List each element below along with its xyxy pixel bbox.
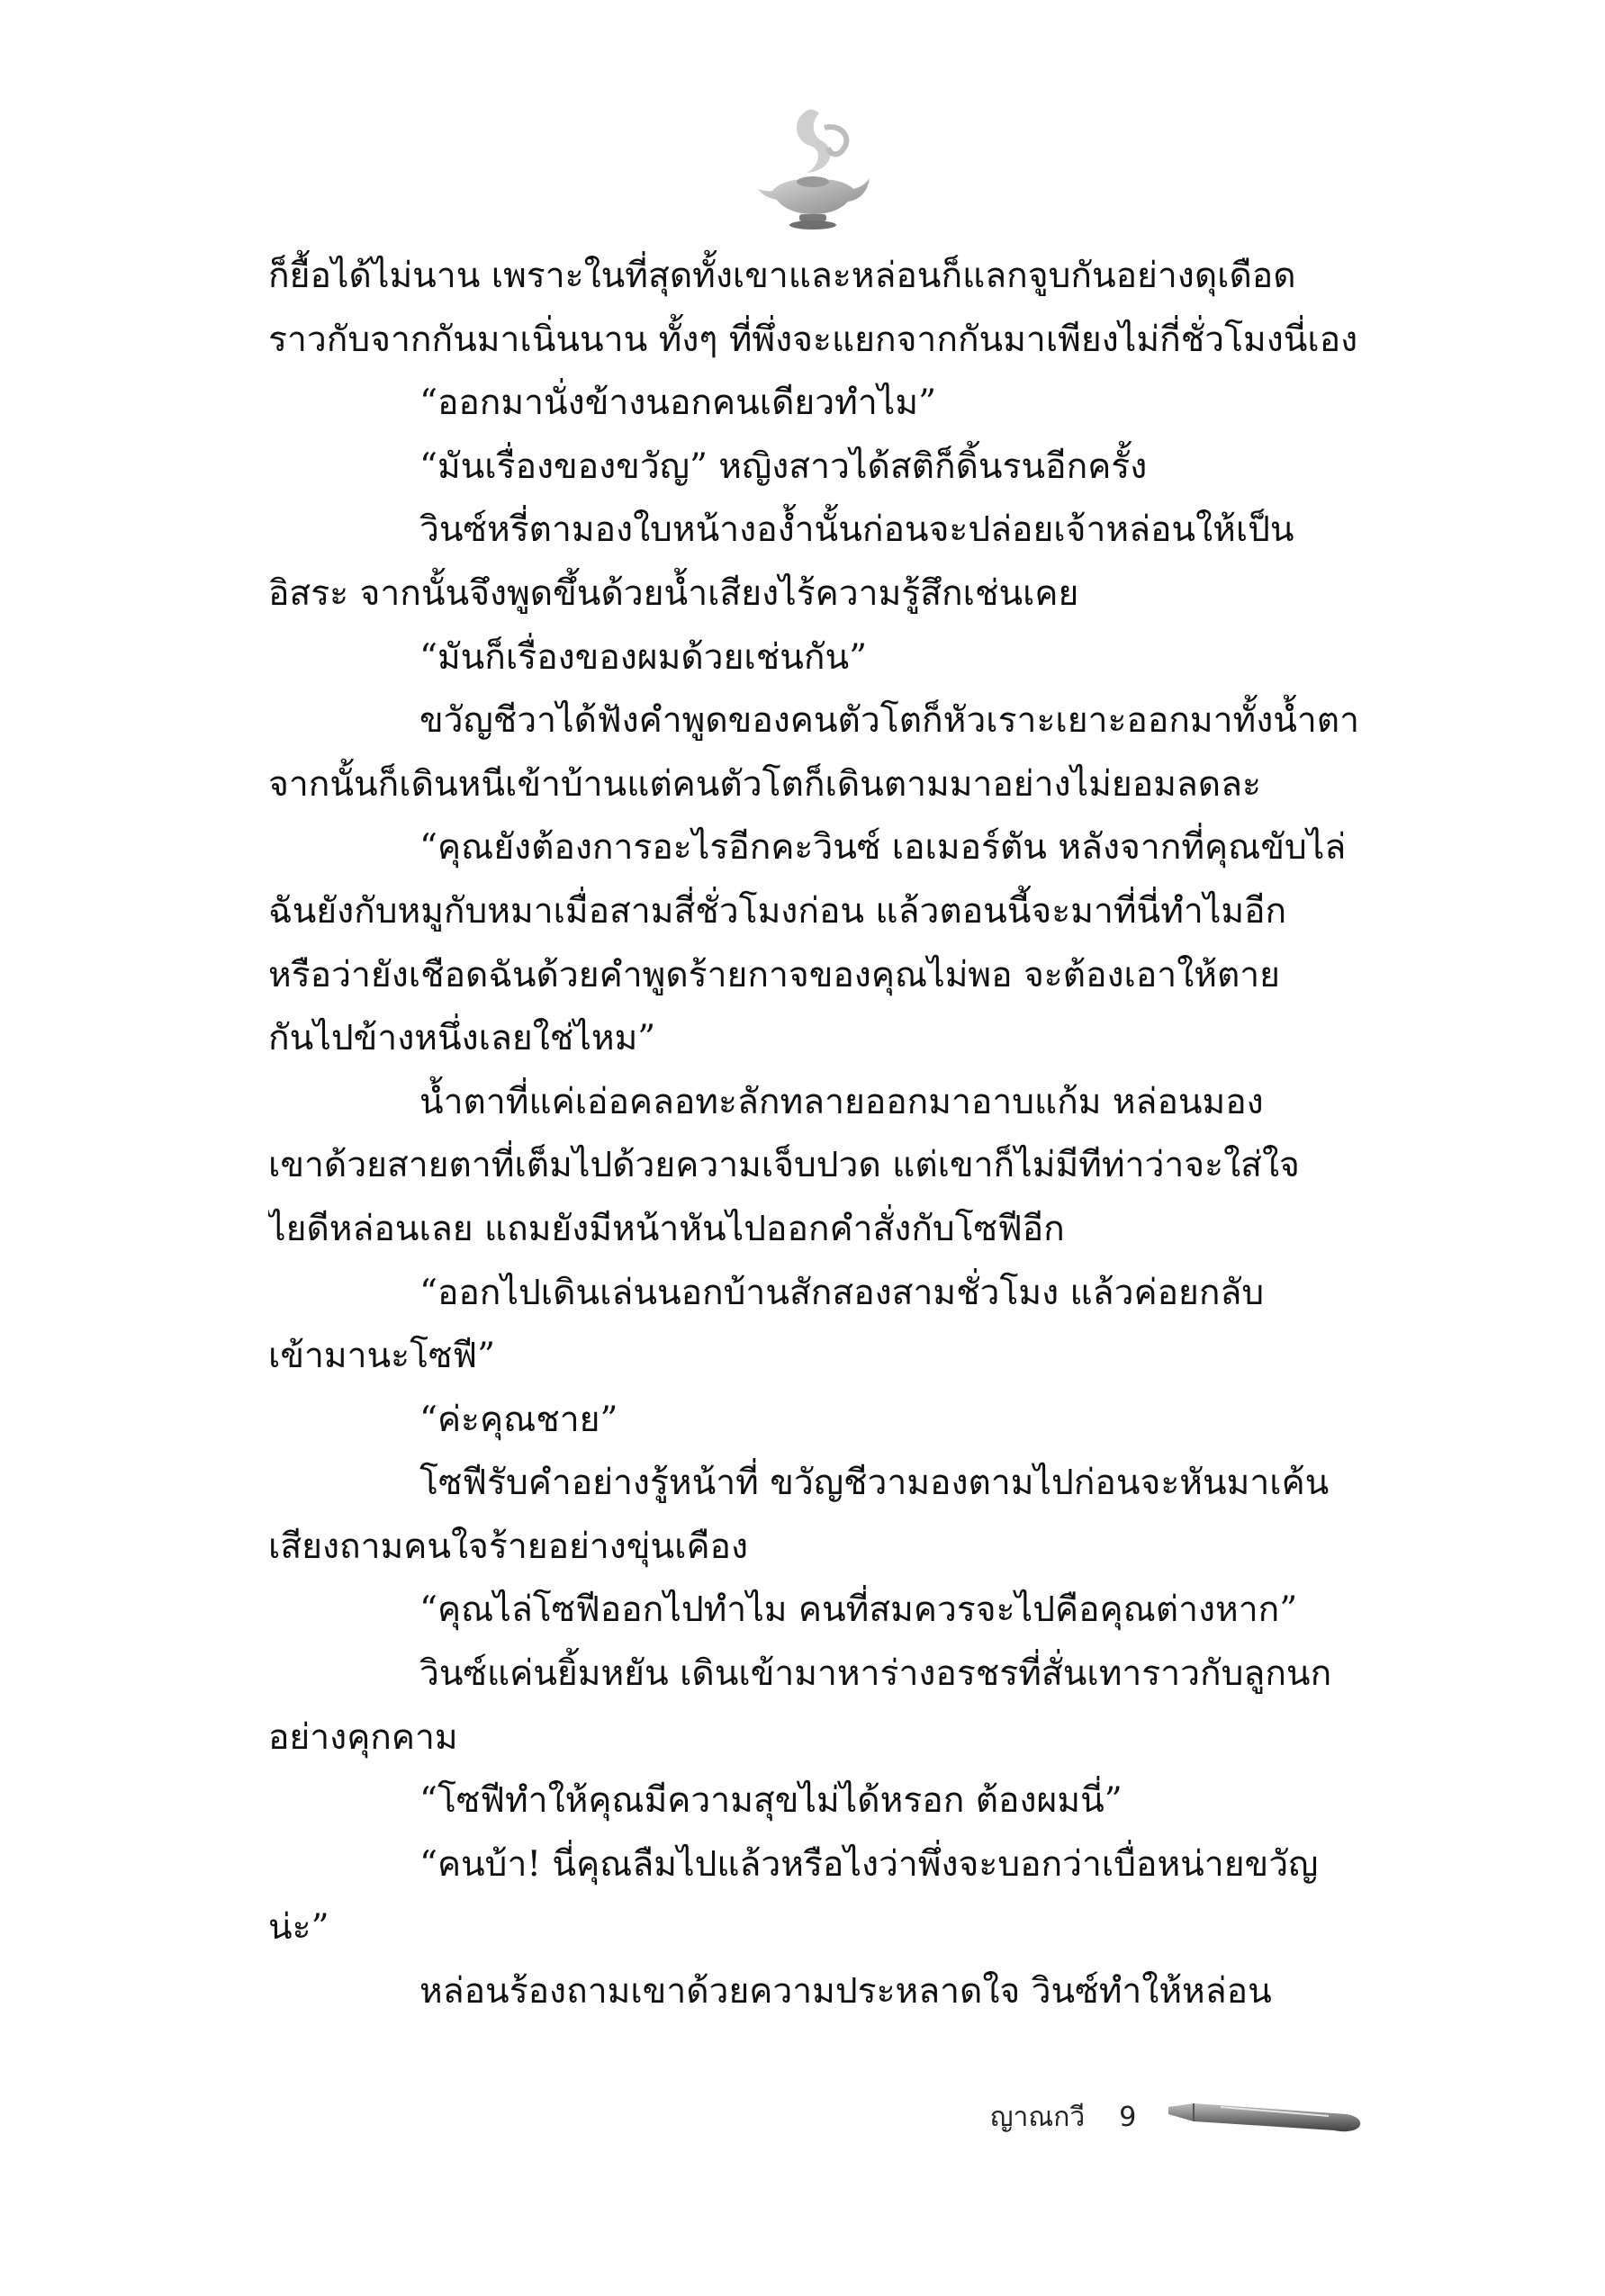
text-line: “ค่ะคุณชาย” [419, 1399, 618, 1440]
page-number: 9 [1119, 2101, 1137, 2133]
text-line: “คุณไล่โซฟีออกไปทำไม คนที่สมควรจะไปคือคุณต่างหาก” [419, 1589, 1298, 1631]
text-line: ไยดีหล่อนเลย แถมยังมีหน้าหันไปออกคำสั่งกับโซฟีอีก [268, 1208, 1065, 1249]
text-line: ราวกับจากกันมาเนิ่นนาน ทั้งๆ ที่พึ่งจะแยกจากกันมาเพียงไม่กี่ชั่วโมงนี่เอง [268, 319, 1358, 360]
text-line: ก็ยื้อได้ไม่นาน เพราะในที่สุดทั้งเขาและหล่อนก็แลกจูบกันอย่างดุเดือด [268, 256, 1296, 296]
text-line: “ออกไปเดินเล่นนอกบ้านสักสองสามชั่วโมง แล้วค่อยกลับ [419, 1272, 1265, 1313]
text-line: ขวัญชีวาได้ฟังคำพูดของคนตัวโตก็หัวเราะเยาะออกมาทั้งน้ำตา [419, 700, 1360, 742]
text-line: วินซ์แค่นยิ้มหยัน เดินเข้ามาหาร่างอรชรที่สั่นเทาราวกับลูกนก [419, 1653, 1332, 1695]
text-line: เสียงถามคนใจร้ายอย่างขุ่นเคือง [268, 1526, 749, 1567]
genie-lamp-icon [754, 101, 871, 236]
text-line: ฉันยังกับหมูกับหมาเมื่อสามสี่ชั่วโมงก่อน แล้วตอนนี้จะมาที่นี่ทำไมอีก [268, 890, 1287, 932]
text-line: น้ำตาที่แค่เอ่อคลอทะลักทลายออกมาอาบแก้ม หล่อนมอง [419, 1081, 1264, 1122]
text-line: “คุณยังต้องการอะไรอีกคะวินซ์ เอเมอร์ตัน หลังจากที่คุณขับไล่ [419, 827, 1347, 869]
text-line: “มันก็เรื่องของผมด้วยเช่นกัน” [419, 636, 868, 678]
text-line: “มันเรื่องของขวัญ” หญิงสาวได้สติก็ดิ้นรนอีกครั้ง [419, 446, 1148, 487]
pen-icon [1167, 2094, 1365, 2139]
text-line: กันไปข้างหนึ่งเลยใช่ไหม” [268, 1018, 656, 1059]
text-line: เข้ามานะโซฟี” [268, 1336, 496, 1377]
text-line: “โซฟีทำให้คุณมีความสุขไม่ได้หรอก ต้องผมนี่” [419, 1780, 1123, 1822]
text-line: หรือว่ายังเชือดฉันด้วยคำพูดร้ายกาจของคุณไม่พอ จะต้องเอาให้ตาย [268, 954, 1281, 995]
text-line: อย่างคุกคาม [268, 1716, 458, 1758]
body-text [268, 245, 1393, 2024]
text-line: จากนั้นก็เดินหนีเข้าบ้านแต่คนตัวโตก็เดินตามมาอย่างไม่ยอมลดละ [268, 763, 1261, 805]
page-footer [990, 2090, 1365, 2144]
text-line: “คนบ้า! นี่คุณลืมไปแล้วหรือไงว่าพึ่งจะบอกว่าเบื่อหน่ายขวัญ [419, 1843, 1319, 1885]
text-line: น่ะ” [268, 1907, 329, 1949]
text-line: อิสระ จากนั้นจึงพูดขึ้นด้วยน้ำเสียงไร้ความรู้สึกเช่นเคย [268, 572, 1079, 614]
text-line: “ออกมานั่งข้างนอกคนเดียวทำไม” [419, 383, 937, 424]
text-line: วินซ์หรี่ตามองใบหน้างอง้ำนั้นก่อนจะปล่อยเจ้าหล่อนให้เป็น [419, 509, 1294, 551]
author-name: ญาณกวี [990, 2101, 1086, 2133]
text-line: เขาด้วยสายตาที่เต็มไปด้วยความเจ็บปวด แต่เขาก็ไม่มีทีท่าว่าจะใส่ใจ [268, 1145, 1300, 1186]
text-line: โซฟีรับคำอย่างรู้หน้าที่ ขวัญชีวามองตามไปก่อนจะหันมาเค้น [419, 1463, 1330, 1504]
text-line: หล่อนร้องถามเขาด้วยความประหลาดใจ วินซ์ทำให้หล่อน [419, 1971, 1272, 2012]
